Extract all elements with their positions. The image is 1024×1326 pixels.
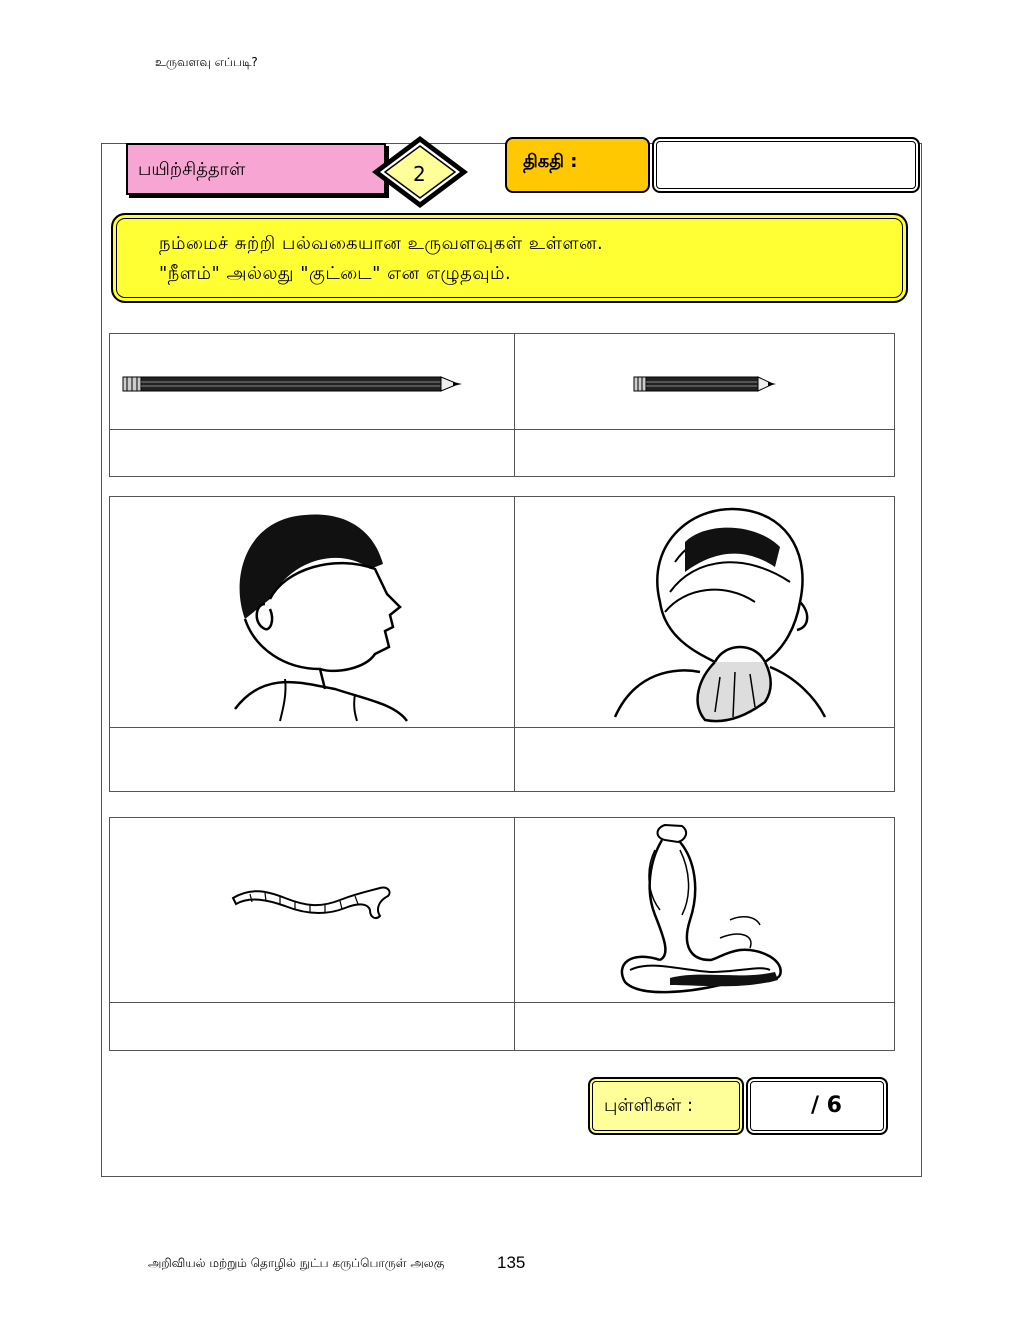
long-pencil-image — [122, 374, 467, 394]
score-value: / 6 — [810, 1093, 842, 1118]
answer-field-2[interactable] — [515, 430, 894, 476]
instruction-box — [111, 213, 908, 303]
page-header: உருவளவு எப்படி? — [155, 55, 258, 69]
hair-grid — [109, 496, 895, 792]
worm-image — [230, 878, 395, 923]
answer-field-6[interactable] — [515, 1003, 894, 1050]
answer-field-3[interactable] — [110, 728, 514, 791]
cobra-image — [610, 820, 790, 1000]
page-number: 135 — [497, 1253, 526, 1272]
footer-text: அறிவியல் மற்றும் தொழில் நுட்ப கருப்பொருள் அலகு — [148, 1256, 445, 1270]
date-label: திகதி : — [523, 151, 578, 172]
short-pencil-image — [633, 374, 778, 394]
date-label-box — [505, 137, 650, 193]
animal-grid — [109, 817, 895, 1051]
answer-field-1[interactable] — [110, 430, 514, 476]
pencil-grid — [109, 333, 895, 477]
worksheet-number: 2 — [413, 162, 426, 186]
worksheet-title: பயிற்சித்தாள் — [138, 159, 246, 180]
answer-field-5[interactable] — [110, 1003, 514, 1050]
date-field[interactable] — [652, 137, 920, 193]
score-label-box — [588, 1077, 744, 1135]
short-hair-boy-image — [225, 509, 410, 724]
answer-field-4[interactable] — [515, 728, 894, 791]
score-field[interactable] — [746, 1077, 888, 1135]
long-hair-girl-image — [605, 502, 830, 724]
instruction-line-1: நம்மைச் சுற்றி பல்வகையான உருவளவுகள் உள்ளன. — [159, 233, 604, 254]
worksheet-number-badge — [370, 134, 470, 210]
worksheet-title-box — [126, 143, 386, 195]
instruction-line-2: "நீளம்" அல்லது "குட்டை" என எழுதவும். — [159, 263, 512, 284]
score-label: புள்ளிகள் : — [604, 1095, 694, 1116]
